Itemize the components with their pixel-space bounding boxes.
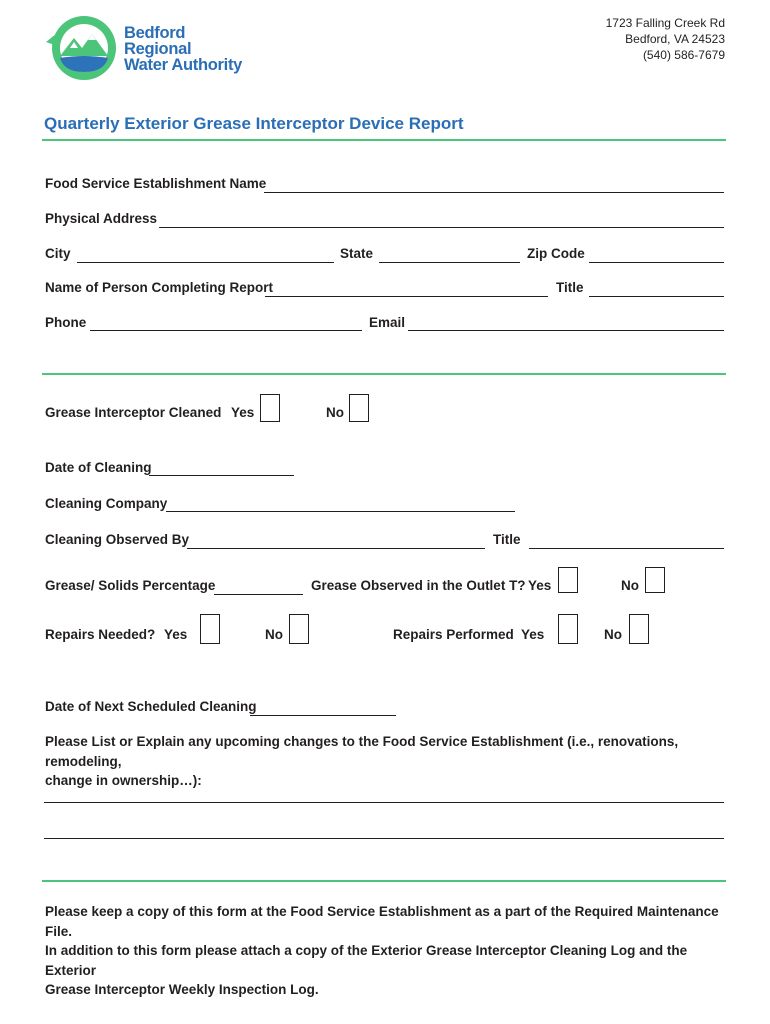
repairs-needed-yes-label: Yes [164, 627, 188, 642]
repairs-needed-no-label: No [265, 627, 283, 642]
title-label: Title [556, 280, 584, 295]
repairs-performed-no-label: No [604, 627, 622, 642]
title-divider [42, 139, 726, 141]
outlet-no-label: No [621, 578, 639, 593]
repairs-performed-no-checkbox[interactable] [629, 614, 649, 644]
footer-line-1: Please keep a copy of this form at the Food Service Establishment as a part of the Required Maintenance File. [45, 904, 719, 939]
repairs-needed-no-checkbox[interactable] [289, 614, 309, 644]
next-cleaning-field[interactable] [250, 715, 396, 716]
observer-title-label: Title [493, 532, 521, 547]
changes-prompt [45, 732, 725, 791]
zip-code-field[interactable] [589, 262, 724, 263]
address-phone: (540) 586-7679 [642, 48, 725, 62]
footer-line-2: In addition to this form please attach a copy of the Exterior Grease Interceptor Cleaning Log and the Exterior [45, 943, 688, 978]
city-label: City [45, 246, 71, 261]
email-label: Email [369, 315, 406, 330]
title-field[interactable] [589, 296, 724, 297]
brand-name-line-3: Water Authority [124, 56, 243, 74]
grease-outlet-label: Grease Observed in the Outlet T? [311, 578, 526, 593]
logo [44, 12, 124, 84]
outlet-yes-checkbox[interactable] [558, 567, 578, 593]
solids-percentage-label: Grease/ Solids Percentage [45, 578, 216, 593]
cleaned-no-label: No [326, 405, 344, 420]
cleaned-no-checkbox[interactable] [349, 394, 369, 422]
physical-address-label: Physical Address [45, 211, 158, 226]
section-divider-2 [42, 880, 726, 882]
person-completing-label: Name of Person Completing Report [45, 280, 274, 295]
logo-mark-icon [44, 12, 124, 84]
observer-title-field[interactable] [529, 548, 724, 549]
next-cleaning-label: Date of Next Scheduled Cleaning [45, 699, 257, 714]
repairs-performed-yes-checkbox[interactable] [558, 614, 578, 644]
establishment-name-label: Food Service Establishment Name [45, 176, 267, 191]
solids-percentage-field[interactable] [214, 594, 303, 595]
state-label: State [340, 246, 374, 261]
state-field[interactable] [379, 262, 520, 263]
footer-line-3: Grease Interceptor Weekly Inspection Log. [45, 982, 319, 997]
cleaned-yes-checkbox[interactable] [260, 394, 280, 422]
email-field[interactable] [408, 330, 724, 331]
cleaning-observed-by-field[interactable] [187, 548, 485, 549]
city-field[interactable] [77, 262, 334, 263]
person-completing-field[interactable] [265, 296, 548, 297]
address-city-state-zip: Bedford, VA 24523 [625, 32, 725, 46]
date-of-cleaning-field[interactable] [149, 475, 294, 476]
outlet-yes-label: Yes [528, 578, 552, 593]
footer-note [45, 902, 725, 1000]
interceptor-cleaned-label: Grease Interceptor Cleaned [45, 405, 222, 420]
changes-prompt-line-1: Please List or Explain any upcoming changes to the Food Service Establishment (i.e., renovations, remodeling, [45, 734, 679, 769]
brand-name-line-1: Bedford [124, 24, 186, 42]
address-block [606, 15, 725, 63]
date-of-cleaning-label: Date of Cleaning [45, 460, 152, 475]
address-street: 1723 Falling Creek Rd [605, 16, 725, 30]
repairs-needed-yes-checkbox[interactable] [200, 614, 220, 644]
changes-field-line-1[interactable] [44, 802, 724, 803]
cleaning-company-label: Cleaning Company [45, 496, 168, 511]
changes-field-line-2[interactable] [44, 838, 724, 839]
establishment-name-field[interactable] [264, 192, 724, 193]
cleaning-company-field[interactable] [166, 511, 515, 512]
form-title: Quarterly Exterior Grease Interceptor Device Report [44, 114, 464, 133]
phone-field[interactable] [90, 330, 362, 331]
brand-name [124, 25, 242, 73]
cleaned-yes-label: Yes [231, 405, 255, 420]
section-divider-1 [42, 373, 726, 375]
outlet-no-checkbox[interactable] [645, 567, 665, 593]
repairs-performed-label: Repairs Performed [393, 627, 514, 642]
brand-name-line-2: Regional [124, 40, 192, 58]
zip-code-label: Zip Code [527, 246, 585, 261]
repairs-performed-yes-label: Yes [521, 627, 545, 642]
changes-prompt-line-2: change in ownership…): [45, 773, 202, 788]
cleaning-observed-by-label: Cleaning Observed By [45, 532, 190, 547]
phone-label: Phone [45, 315, 87, 330]
repairs-needed-label: Repairs Needed? [45, 627, 156, 642]
physical-address-field[interactable] [159, 227, 724, 228]
